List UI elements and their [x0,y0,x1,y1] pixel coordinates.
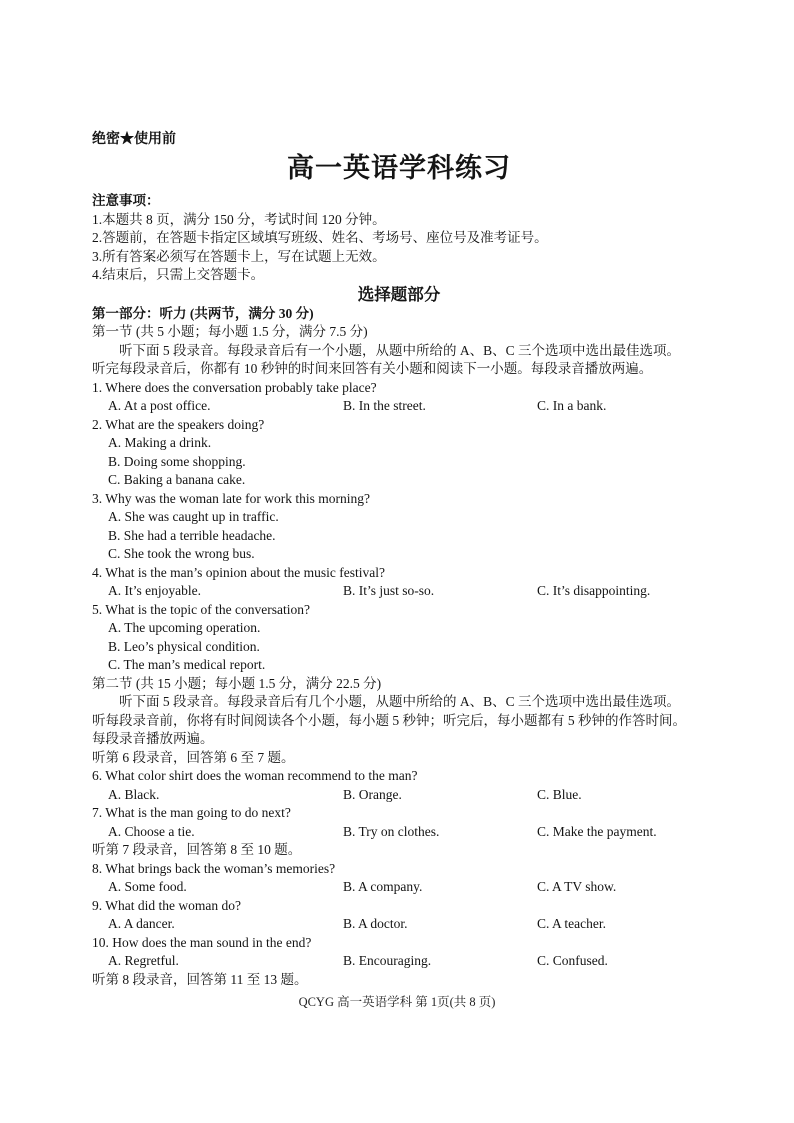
audio-cue-6: 听第 6 段录音，回答第 6 至 7 题。 [92,749,295,765]
question-10-options [92,952,706,971]
section1-heading: 第一节 (共 5 小题；每小题 1.5 分，满分 7.5 分) [92,324,368,339]
question-9-option-a: A. A dancer. [108,916,175,931]
question-1-text: 1. Where does the conversation probably take place? [92,379,377,395]
choice-section-heading: 选择题部分 [357,284,441,304]
question-1-option-c: C. In a bank. [537,398,607,413]
question-3-option-c: C. She took the wrong bus. [108,546,255,561]
page-footer: QCYG 高一英语学科 第 1页(共 8 页) [298,995,496,1009]
question-4-option-b: B. It’s just so-so. [343,583,435,598]
question-6-option-c: C. Blue. [537,786,582,802]
question-1-option-b: B. In the street. [343,398,426,413]
question-9-option-c: C. A teacher. [537,916,606,931]
section2-intro-line-3: 每段录音播放两遍。 [92,731,214,746]
question-9-options [92,915,706,934]
question-8-option-c: C. A TV show. [537,879,617,894]
question-8-options [92,878,706,897]
question-5-option-b: B. Leo’s physical condition. [108,638,260,654]
question-3-options [92,508,706,564]
question-5-option-a: A. The upcoming operation. [108,620,261,635]
exam-content [92,130,706,989]
question-1-options [92,397,706,416]
question-2-option-b: B. Doing some shopping. [108,453,246,469]
notice-heading: 注意事项： [92,193,160,208]
section1-intro-line-1: 听下面 5 段录音。每段录音后有一个小题，从题中所给的 A、B、C 三个选项中选出最佳选项。 [119,342,681,358]
page-title: 高一英语学科练习 [287,153,511,183]
question-3-option-a: A. She was caught up in traffic. [108,509,279,524]
question-3-option-b: B. She had a terrible headache. [108,527,276,543]
question-10-option-c: C. Confused. [537,953,608,968]
question-9-option-b: B. A doctor. [343,916,408,931]
question-4-option-c: C. It’s disappointing. [537,583,651,598]
question-4-option-a: A. It’s enjoyable. [108,583,201,598]
question-10-option-a: A. Regretful. [108,953,179,968]
audio-cue-8: 听第 8 段录音，回答第 11 至 13 题。 [92,971,308,987]
question-5-option-c: C. The man’s medical report. [108,657,266,672]
audio-cue-7: 听第 7 段录音，回答第 8 至 10 题。 [92,842,302,857]
question-7-options [92,823,706,842]
part1-heading: 第一部分：听力 (共两节，满分 30 分) [92,305,314,321]
notice-item-4: 4.结束后，只需上交答题卡。 [92,267,265,282]
question-7-option-a: A. Choose a tie. [108,823,195,839]
question-4-text: 4. What is the man’s opinion about the music festival? [92,564,385,580]
section2-heading: 第二节 (共 15 小题；每小题 1.5 分，满分 22.5 分) [92,675,382,691]
section2-intro-line-1: 听下面 5 段录音。每段录音后有几个小题，从题中所给的 A、B、C 三个选项中选出最佳选项。 [119,694,681,709]
question-10-option-b: B. Encouraging. [343,953,432,968]
notice-item-3: 3.所有答案必须写在答题卡上，写在试题上无效。 [92,248,386,264]
question-3-text: 3. Why was the woman late for work this morning? [92,490,370,506]
question-6-text: 6. What color shirt does the woman recommend to the man? [92,768,418,783]
question-7-text: 7. What is the man going to do next? [92,805,291,820]
section1-intro-line-2: 听完每段录音后，你都有 10 秒钟的时间来回答有关小题和阅读下一小题。每段录音播放两遍。 [92,361,653,376]
question-1-option-a: A. At a post office. [108,398,211,413]
question-4-options [92,582,706,601]
question-7-option-c: C. Make the payment. [537,823,657,839]
question-2-option-a: A. Making a drink. [108,435,212,450]
question-5-options [92,619,706,675]
notice-item-1: 1.本题共 8 页，满分 150 分，考试时间 120 分钟。 [92,211,386,227]
question-8-option-b: B. A company. [343,879,423,894]
question-6-options [92,786,706,805]
question-10-text: 10. How does the man sound in the end? [92,934,312,950]
question-2-option-c: C. Baking a banana cake. [108,472,246,487]
notice-item-2: 2.答题前，在答题卡指定区域填写班级、姓名、考场号、座位号及准考证号。 [92,230,548,245]
question-2-options [92,434,706,490]
section2-intro-line-2: 听每段录音前，你将有时间阅读各个小题，每小题 5 秒钟；听完后，每小题都有 5 秒钟的作答时间。 [92,712,686,728]
question-6-option-b: B. Orange. [343,786,402,802]
question-6-option-a: A. Black. [108,786,160,802]
classification-label: 绝密★使用前 [92,132,176,147]
question-8-option-a: A. Some food. [108,879,187,894]
question-5-text: 5. What is the topic of the conversation? [92,601,310,617]
question-9-text: 9. What did the woman do? [92,897,241,913]
question-2-text: 2. What are the speakers doing? [92,416,265,432]
question-8-text: 8. What brings back the woman’s memories? [92,860,336,876]
question-7-option-b: B. Try on clothes. [343,823,440,839]
